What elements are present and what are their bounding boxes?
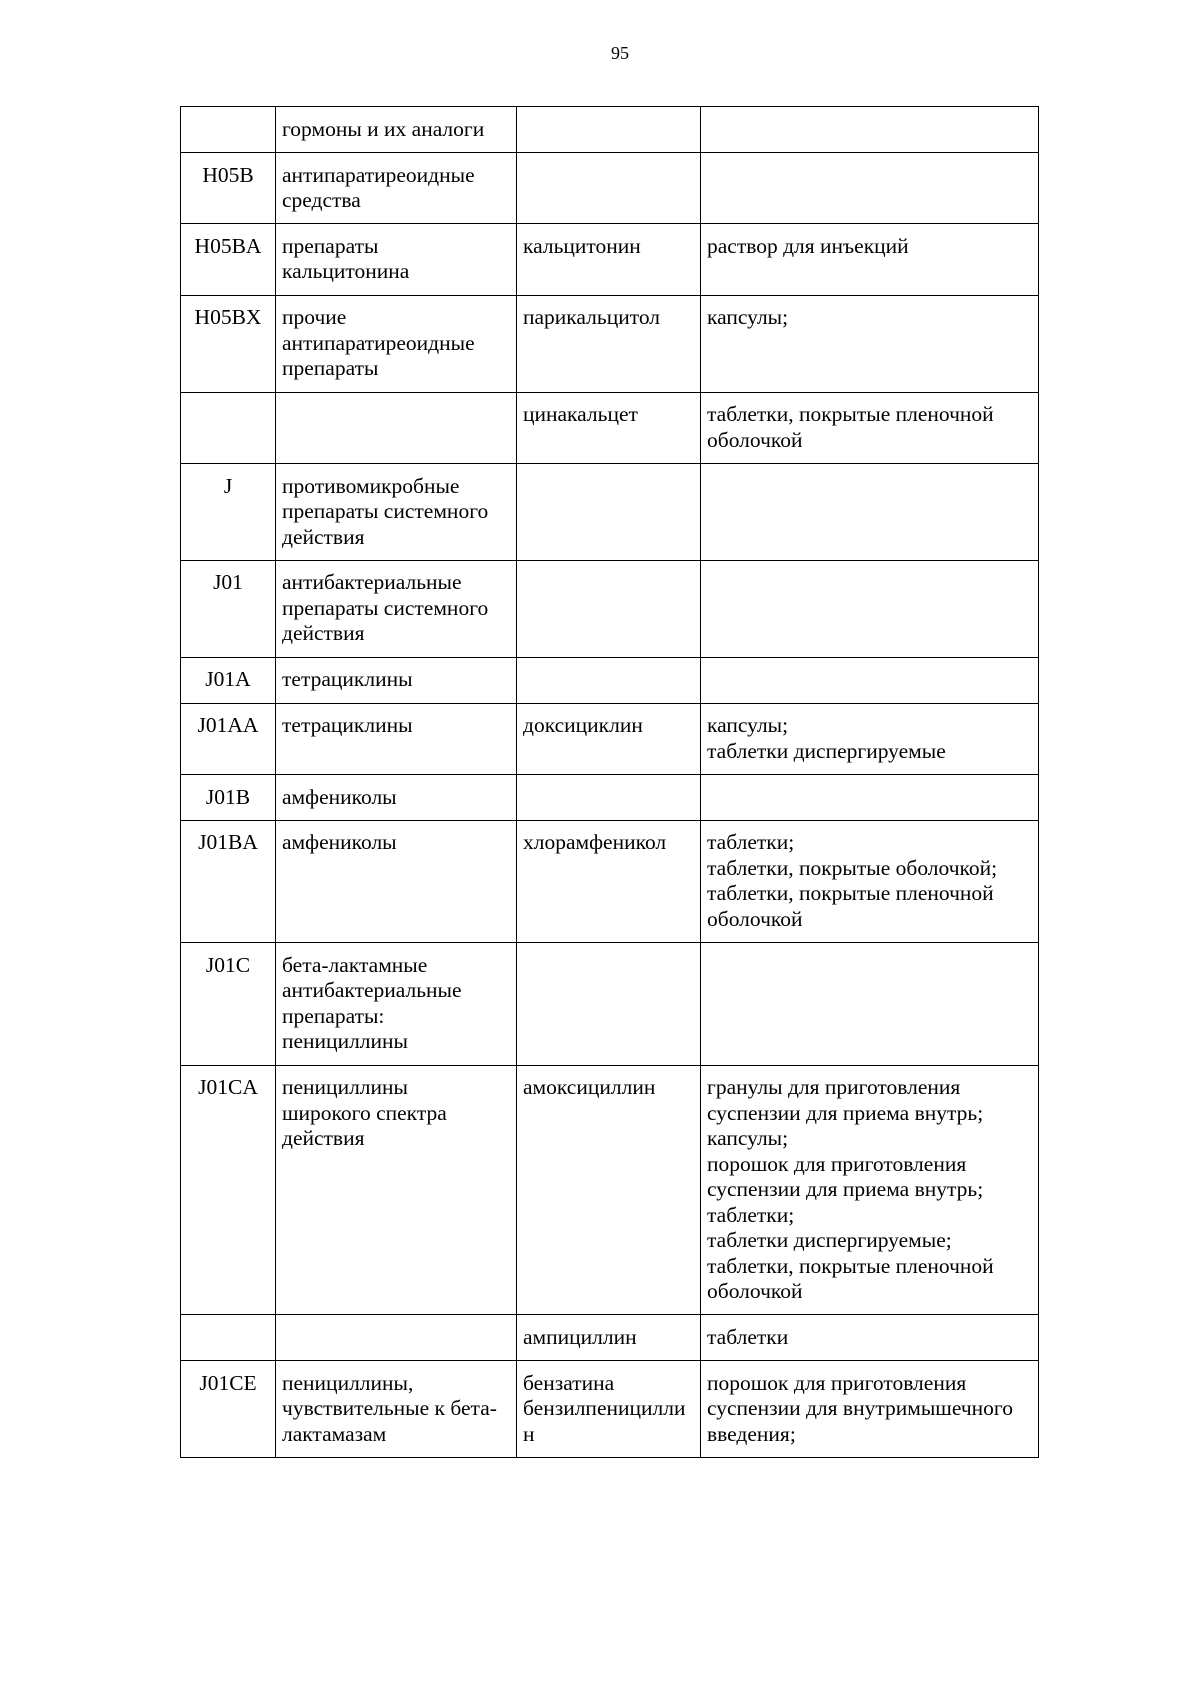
inn-line: парикальцитол [523,305,661,330]
group-name-line: амфениколы [282,830,397,855]
group-name-line: тетрациклины [282,667,413,692]
group-name-cell [276,943,517,1065]
dosage-form-cell [701,657,1039,703]
atc-code-cell [181,224,276,295]
atc-code: J01A [205,667,251,692]
dosage-form-cell [701,820,1039,942]
dosage-form-cell [701,774,1039,820]
group-name-line: антибактериальные [282,570,462,595]
dosage-form-cell [701,152,1039,223]
dosage-form-line: капсулы; [707,305,789,330]
inn-cell [517,463,701,560]
atc-code: J01B [205,784,251,809]
atc-code: J01AA [197,713,259,738]
dosage-form-cell [701,295,1039,392]
group-name-line: препараты: [282,1003,385,1028]
table-row [181,1315,1039,1361]
dosage-form-cell [701,943,1039,1065]
group-name-line: действия [282,621,365,646]
atc-code: J01 [213,570,243,595]
inn-cell [517,224,701,295]
atc-code-cell [181,1361,276,1458]
dosage-form-line: оболочкой [707,427,803,452]
group-name-cell [276,1315,517,1361]
inn-cell [517,1361,701,1458]
dosage-form-line: суспензии для приема внутрь; [707,1100,984,1125]
inn-cell [517,1065,701,1315]
group-name-cell [276,224,517,295]
group-name-cell [276,392,517,463]
table-row [181,107,1039,153]
table-row [181,152,1039,223]
table-row [181,224,1039,295]
table-row [181,943,1039,1065]
atc-code: J01BA [198,830,258,855]
atc-code: J01CA [198,1075,258,1100]
dosage-form-line: раствор для инъекций [707,233,909,258]
inn-cell [517,392,701,463]
inn-line: бензатина [523,1370,615,1395]
dosage-form-line: таблетки, покрытые оболочкой; [707,855,998,880]
dosage-form-cell [701,463,1039,560]
inn-line: цинакальцет [523,402,638,427]
inn-line: хлорамфеникол [523,830,667,855]
table-body [181,107,1039,1458]
group-name-line: пенициллины, [282,1370,414,1395]
group-name-cell [276,774,517,820]
group-name-cell [276,295,517,392]
group-name-cell [276,657,517,703]
table-row [181,392,1039,463]
atc-code: J01CE [199,1370,257,1395]
atc-code-cell [181,820,276,942]
dosage-form-line: порошок для приготовления [707,1151,967,1176]
group-name-line: противомикробные [282,473,460,498]
dosage-form-line: таблетки, покрытые пленочной [707,402,994,427]
group-name-line: антипаратиреоидные [282,162,475,187]
dosage-form-cell [701,1361,1039,1458]
table-row [181,657,1039,703]
atc-code-cell [181,295,276,392]
inn-line: н [523,1421,535,1446]
inn-cell [517,152,701,223]
inn-cell [517,657,701,703]
dosage-form-cell [701,224,1039,295]
group-name-cell [276,1361,517,1458]
group-name-line: пенициллины [282,1075,408,1100]
group-name-cell [276,107,517,153]
group-name-cell [276,152,517,223]
atc-code-cell [181,107,276,153]
group-name-line: тетрациклины [282,713,413,738]
inn-cell [517,774,701,820]
atc-code: J [223,473,233,498]
dosage-form-line: введения; [707,1421,796,1446]
dosage-form-line: таблетки диспергируемые [707,738,946,763]
dosage-form-line: оболочкой [707,906,803,931]
dosage-form-cell [701,107,1039,153]
dosage-form-line: таблетки [707,1325,789,1350]
atc-code: H05B [202,162,254,187]
group-name-line: антибактериальные [282,978,462,1003]
group-name-line: препараты [282,233,379,258]
dosage-form-line: таблетки; [707,830,795,855]
group-name-line: чувствительные к бета- [282,1396,497,1421]
group-name-line: препараты системного [282,595,489,620]
group-name-line: действия [282,1126,365,1151]
table-row [181,703,1039,774]
group-name-cell [276,820,517,942]
group-name-line: средства [282,188,361,213]
inn-cell [517,560,701,657]
atc-code: H05BX [194,305,262,330]
atc-code-cell [181,774,276,820]
table-row [181,295,1039,392]
dosage-form-line: капсулы; [707,1126,789,1151]
inn-line: ампициллин [523,1325,637,1350]
dosage-form-line: гранулы для приготовления [707,1075,961,1100]
inn-line: кальцитонин [523,233,641,258]
group-name-cell [276,1065,517,1315]
atc-code-cell [181,703,276,774]
dosage-form-line: порошок для приготовления [707,1370,967,1395]
dosage-form-line: суспензии для приема внутрь; [707,1177,984,1202]
dosage-form-line: таблетки диспергируемые; [707,1228,952,1253]
table-row [181,820,1039,942]
table-row [181,774,1039,820]
table-row [181,1065,1039,1315]
inn-cell [517,107,701,153]
atc-code-cell [181,1315,276,1361]
inn-line: амоксициллин [523,1075,656,1100]
page-number: 95 [611,43,629,63]
inn-cell [517,1315,701,1361]
group-name-line: гормоны и их аналоги [282,116,485,141]
group-name-line: лактамазам [282,1421,387,1446]
dosage-form-cell [701,392,1039,463]
atc-code: H05BA [194,233,262,258]
table-row [181,463,1039,560]
atc-code-cell [181,463,276,560]
atc-code-cell [181,657,276,703]
inn-cell [517,703,701,774]
group-name-line: антипаратиреоидные [282,330,475,355]
group-name-line: прочие [282,305,347,330]
dosage-form-line: таблетки, покрытые пленочной [707,881,994,906]
inn-line: доксициклин [523,713,643,738]
atc-code-cell [181,1065,276,1315]
dosage-form-cell [701,703,1039,774]
group-name-line: кальцитонина [282,259,410,284]
dosage-form-line: таблетки, покрытые пленочной [707,1253,994,1278]
group-name-cell [276,560,517,657]
dosage-form-line: оболочкой [707,1279,803,1304]
atc-code-cell [181,392,276,463]
atc-code-cell [181,560,276,657]
inn-cell [517,820,701,942]
table-row [181,560,1039,657]
dosage-form-cell [701,560,1039,657]
group-name-cell [276,703,517,774]
dosage-form-cell [701,1315,1039,1361]
atc-code: J01C [205,952,251,977]
atc-code-cell [181,152,276,223]
group-name-line: препараты [282,356,379,381]
group-name-line: пенициллины [282,1029,408,1054]
dosage-form-line: капсулы; [707,713,789,738]
inn-cell [517,943,701,1065]
dosage-form-line: суспензии для внутримышечного [707,1396,1013,1421]
group-name-cell [276,463,517,560]
dosage-form-line: таблетки; [707,1202,795,1227]
drug-list-table [180,106,1039,1458]
group-name-line: широкого спектра [282,1100,447,1125]
atc-code-cell [181,943,276,1065]
group-name-line: бета-лактамные [282,952,428,977]
group-name-line: препараты системного [282,499,489,524]
group-name-line: действия [282,524,365,549]
group-name-line: амфениколы [282,784,397,809]
inn-line: бензилпеницилли [523,1396,686,1421]
inn-cell [517,295,701,392]
dosage-form-cell [701,1065,1039,1315]
table-row [181,1361,1039,1458]
